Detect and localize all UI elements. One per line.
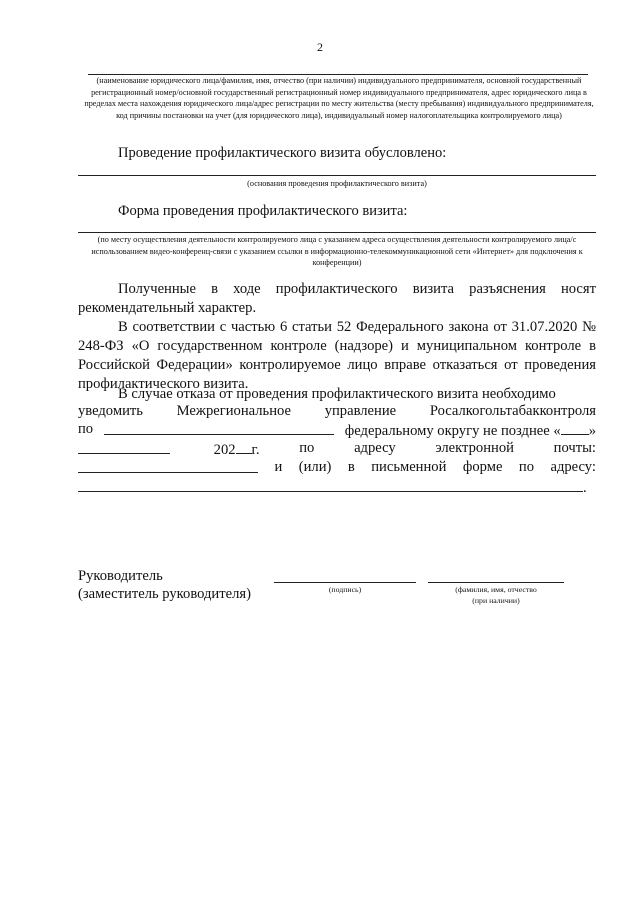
row3-word-3: электронной <box>435 440 514 456</box>
row5-end: . <box>583 480 587 496</box>
name-caption-line-2: (при наличии) <box>472 596 520 605</box>
page-number: 2 <box>317 40 323 54</box>
year-prefix: 202 <box>213 442 236 458</box>
row3-word-4: почты: <box>553 440 596 456</box>
header-caption: (наименование юридического лица/фамилия, имя, отчество (при наличии) индивидуального предпринимателя, основной государственный регистрационный номер/основной государственный регистрационный номер индивидуального предпринимателя, адрес юридического лица в пределах места нахождения юридического лица/адрес регистрации по месту жительства (месту пребывания) индивидуального предпринимателя, код причины постановки на учет (для юридического лица), индивидуальный номер налогоплательщика контролируемого лица) <box>84 76 594 120</box>
year-suffix: г. <box>251 442 260 458</box>
year-blank[interactable] <box>236 440 252 454</box>
name-line <box>428 582 564 583</box>
form-caption: (по месту осуществления деятельности контролируемого лица с указанием адреса осуществления деятельности контролируемого лица/с использованием видео-конференц-связи с указанием ссылки в информационно-телекоммуникационной сети «Интернет» для подключения к конференции) <box>91 235 583 267</box>
refusal-row-4 <box>78 459 596 478</box>
row4-word-1: и <box>274 459 283 475</box>
row1-word-1: уведомить <box>78 403 143 419</box>
row4-word-4: письменной <box>371 459 447 475</box>
row4-word-5: форме <box>462 459 503 475</box>
row4-word-7: адресу: <box>550 459 596 475</box>
row4-word-6: по <box>518 459 535 475</box>
row2-end: федеральному округу не позднее « <box>344 423 561 439</box>
name-caption-line-1: (фамилия, имя, отчество <box>455 585 537 594</box>
paragraph-3: В случае отказа от проведения профилактического визита необходимо <box>118 386 556 402</box>
row2-start: по <box>78 421 94 437</box>
refusal-row-3 <box>78 440 596 459</box>
basis-caption: (основания проведения профилактического визита) <box>247 179 427 188</box>
paragraph-2: В соответствии с частью 6 статьи 52 Федерального закона от 31.07.2020 № 248-ФЗ «О государственном контроле (надзоре) и муниципальном контроле в Российской Федерации» контролируемое лицо вправе отказаться от проведения профилактического визита. <box>78 319 596 392</box>
refusal-row-2 <box>78 421 596 440</box>
row3-word-2: адресу <box>354 440 396 456</box>
form-label: Форма проведения профилактического визита: <box>118 203 408 219</box>
refusal-row-1 <box>78 403 596 422</box>
email-blank[interactable] <box>78 459 258 473</box>
paragraph-1: Полученные в ходе профилактического визита разъяснения носят рекомендательный характер. <box>78 281 596 316</box>
okrug-blank[interactable] <box>104 421 334 435</box>
signature-line <box>274 582 416 583</box>
basis-label: Проведение профилактического визита обусловлено: <box>118 145 447 161</box>
row1-word-2: Межрегиональное <box>176 403 291 419</box>
day-blank[interactable] <box>561 421 589 435</box>
row4-word-2: (или) <box>298 459 332 475</box>
signatory-title-line-1: Руководитель <box>78 568 163 584</box>
refusal-row-5 <box>78 478 596 497</box>
postal-address-blank[interactable] <box>78 478 583 492</box>
row2-close: » <box>588 423 596 439</box>
signatory-title-line-2: (заместитель руководителя) <box>78 586 251 602</box>
row1-word-3: управление <box>324 403 397 419</box>
month-blank[interactable] <box>78 440 170 454</box>
form-fill-line <box>78 232 596 233</box>
row1-word-4: Росалкогольтабакконтроля <box>429 403 596 419</box>
basis-fill-line <box>78 175 596 176</box>
row4-word-3: в <box>347 459 355 475</box>
row3-word-1: по <box>299 440 315 456</box>
signature-caption: (подпись) <box>328 585 362 594</box>
